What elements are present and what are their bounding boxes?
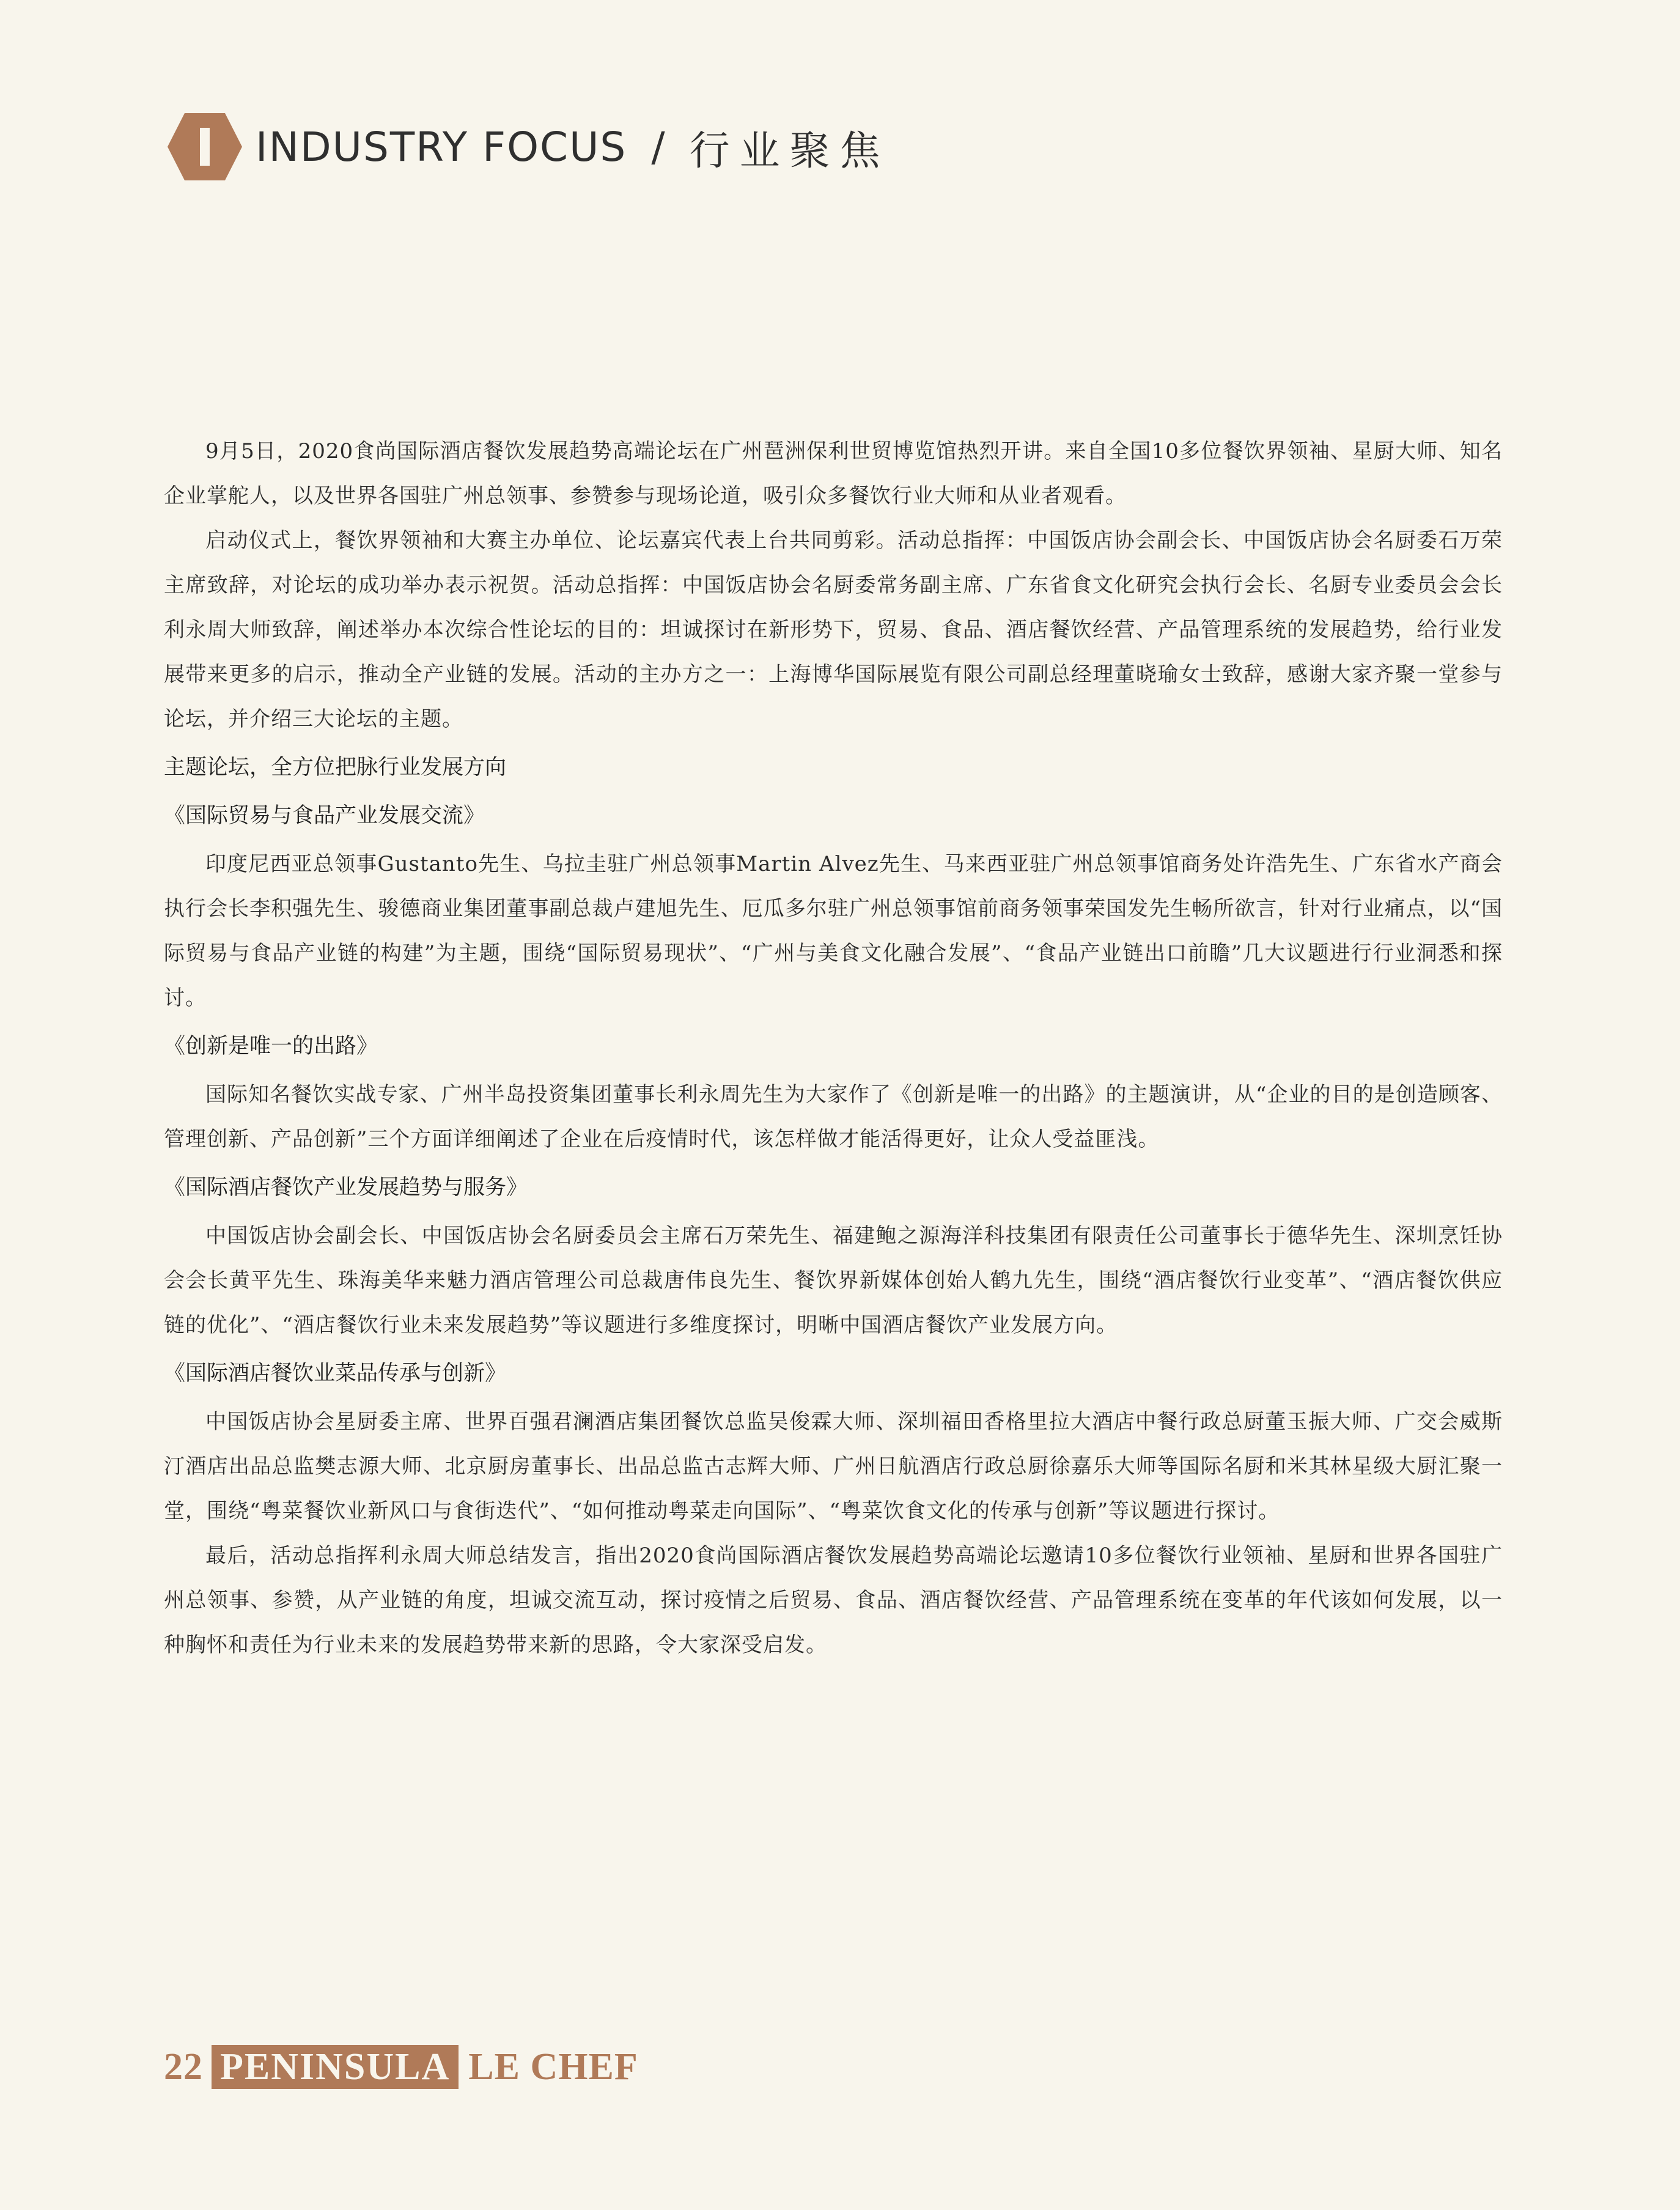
- brand-logo-tail: LE CHEF: [468, 2046, 638, 2088]
- paragraph-conclusion: 最后，活动总指挥利永周大师总结发言，指出2020食尚国际酒店餐饮发展趋势高端论坛邀请10多位餐饮行业领袖、星厨和世界各国驻广州总领事、参赞，从产业链的角度，坦诚交流互动，探讨疫情之后贸易、食品、酒店餐饮经营、产品管理系统在变革的年代该如何发展，以一种胸怀和责任为行业未来的发展趋势带来新的思路，令大家深受启发。: [164, 1543, 1503, 1657]
- section-header: [165, 107, 890, 187]
- page-footer: [164, 2042, 638, 2091]
- hexagon-badge-icon: [165, 107, 245, 187]
- paragraph-innovation: 国际知名餐饮实战专家、广州半岛投资集团董事长利永周先生为大家作了《创新是唯一的出路》的主题演讲，从“企业的目的是创造顾客、管理创新、产品创新”三个方面详细阐述了企业在后疫情时代，该怎样做才能活得更好，让众人受益匪浅。: [164, 1082, 1503, 1151]
- article-body: [164, 429, 1503, 1668]
- heading-theme-forum: 主题论坛，全方位把脉行业发展方向: [164, 755, 507, 780]
- page-number: 22: [164, 2046, 203, 2088]
- paragraph-intro: 9月5日，2020食尚国际酒店餐饮发展趋势高端论坛在广州琶洲保利世贸博览馆热烈开讲。来自全国10多位餐饮界领袖、星厨大师、知名企业掌舵人，以及世界各国驻广州总领事、参赞参与现场论道，吸引众多餐饮行业大师和从业者观看。: [164, 439, 1503, 508]
- heading-dish-heritage: 《国际酒店餐饮业菜品传承与创新》: [164, 1361, 507, 1386]
- section-title-zh: 行业聚焦: [689, 127, 890, 174]
- brand-logo-box: PENINSULA: [212, 2045, 459, 2089]
- section-title-en: INDUSTRY FOCUS: [256, 123, 627, 171]
- paragraph-opening-ceremony: 启动仪式上，餐饮界领袖和大赛主办单位、论坛嘉宾代表上台共同剪彩。活动总指挥：中国饭店协会副会长、中国饭店协会名厨委石万荣主席致辞，对论坛的成功举办表示祝贺。活动总指挥：中国饭店协会名厨委常务副主席、广东省食文化研究会执行会长、名厨专业委员会会长利永周大师致辞，阐述举办本次综合性论坛的目的：坦诚探讨在新形势下，贸易、食品、酒店餐饮经营、产品管理系统的发展趋势，给行业发展带来更多的启示，推动全产业链的发展。活动的主办方之一：上海博华国际展览有限公司副总经理董晓瑜女士致辞，感谢大家齐聚一堂参与论坛，并介绍三大论坛的主题。: [164, 528, 1503, 731]
- heading-hotel-trends: 《国际酒店餐饮产业发展趋势与服务》: [164, 1175, 528, 1200]
- paragraph-dish-heritage: 中国饭店协会星厨委主席、世界百强君澜酒店集团餐饮总监吴俊霖大师、深圳福田香格里拉大酒店中餐行政总厨董玉振大师、广交会威斯汀酒店出品总监樊志源大师、北京厨房董事长、出品总监古志辉大师、广州日航酒店行政总厨徐嘉乐大师等国际名厨和米其林星级大厨汇聚一堂，围绕“粤菜餐饮业新风口与食街迭代”、“如何推动粤菜走向国际”、“粤菜饮食文化的传承与创新”等议题进行探讨。: [164, 1410, 1503, 1523]
- paragraph-trade-forum: 印度尼西亚总领事Gustanto先生、乌拉圭驻广州总领事Martin Alvez先生、马来西亚驻广州总领事馆商务处许浩先生、广东省水产商会执行会长李积强先生、骏德商业集团董事副总裁卢建旭先生、厄瓜多尔驻广州总领事馆前商务领事荣国发先生畅所欲言，针对行业痛点，以“国际贸易与食品产业链的构建”为主题，围绕“国际贸易现状”、“广州与美食文化融合发展”、“食品产业链出口前瞻”几大议题进行行业洞悉和探讨。: [164, 852, 1503, 1010]
- paragraph-hotel-trends: 中国饭店协会副会长、中国饭店协会名厨委员会主席石万荣先生、福建鲍之源海洋科技集团有限责任公司董事长于德华先生、深圳烹饪协会会长黄平先生、珠海美华来魅力酒店管理公司总裁唐伟良先生、餐饮界新媒体创始人鹤九先生，围绕“酒店餐饮行业变革”、“酒店餐饮供应链的优化”、“酒店餐饮行业未来发展趋势”等议题进行多维度探讨，明晰中国酒店餐饮产业发展方向。: [164, 1224, 1503, 1337]
- heading-trade-forum: 《国际贸易与食品产业发展交流》: [164, 804, 485, 828]
- section-title-separator: /: [651, 123, 665, 171]
- heading-innovation: 《创新是唯一的出路》: [164, 1034, 378, 1059]
